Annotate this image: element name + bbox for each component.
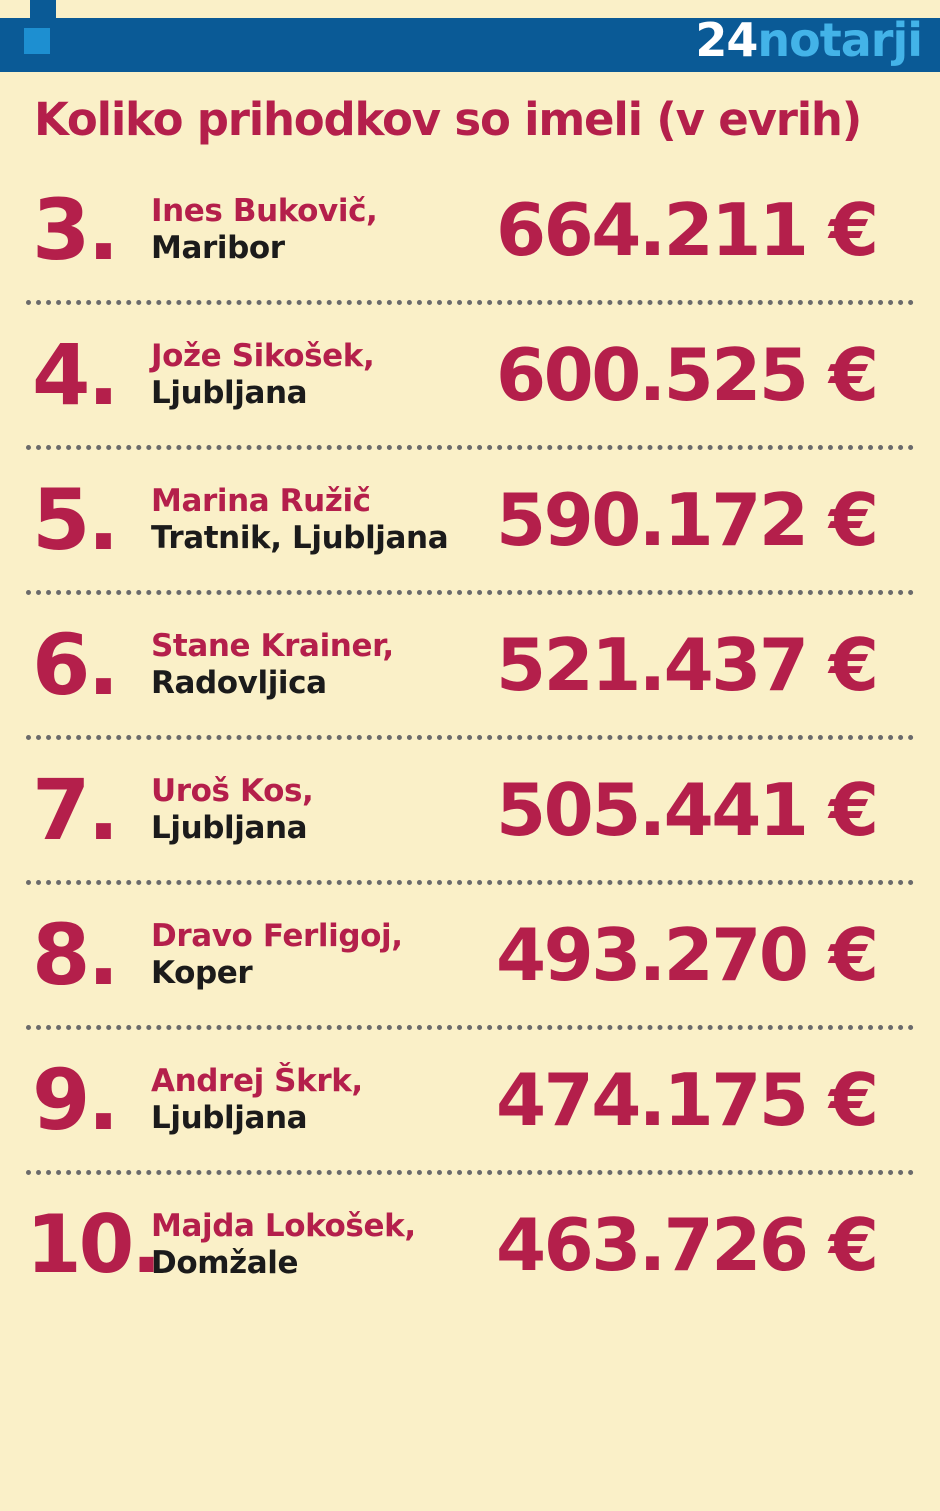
- person-name: Stane Krainer,: [151, 628, 394, 664]
- person-name: Majda Lokošek,: [151, 1208, 416, 1244]
- list-item: [26, 445, 914, 590]
- rank-number: 5.: [32, 471, 117, 569]
- rank-number: 4.: [32, 326, 117, 424]
- person-info: [151, 338, 496, 412]
- person-info: [151, 1208, 496, 1282]
- list-item: [26, 735, 914, 880]
- header-notch: [30, 0, 56, 18]
- person-city: Tratnik, Ljubljana: [151, 520, 449, 556]
- person-name: Jože Sikošek,: [151, 338, 375, 374]
- person-name: Andrej Škrk,: [151, 1063, 363, 1099]
- person-info: [151, 628, 496, 702]
- rank-number: 3.: [32, 181, 117, 279]
- rank-number: 9.: [32, 1051, 117, 1149]
- brand-logo: [695, 14, 922, 66]
- header-square-icon: [24, 28, 50, 54]
- revenue-amount: 474.175 €: [496, 1058, 877, 1142]
- revenue-amount: 600.525 €: [496, 333, 877, 417]
- person-info: [151, 918, 496, 992]
- ranking-list: [0, 160, 940, 1315]
- list-item: [26, 1025, 914, 1170]
- person-city: Domžale: [151, 1245, 299, 1281]
- person-city: Ljubljana: [151, 810, 308, 846]
- list-item: [26, 1170, 914, 1315]
- person-name: Dravo Ferligoj,: [151, 918, 403, 954]
- rank-number: 8.: [32, 906, 117, 1004]
- person-info: [151, 773, 496, 847]
- person-info: [151, 1063, 496, 1137]
- revenue-amount: 493.270 €: [496, 913, 877, 997]
- page-title: Koliko prihodkov so imeli (v evrih): [34, 93, 862, 146]
- rank-number: 10.: [26, 1198, 159, 1291]
- brand-logo-number: 24: [695, 13, 758, 67]
- list-item: [26, 590, 914, 735]
- list-item: [26, 160, 914, 300]
- revenue-amount: 590.172 €: [496, 478, 877, 562]
- rank-number: 7.: [32, 761, 117, 859]
- list-item: [26, 880, 914, 1025]
- header: [0, 0, 940, 72]
- revenue-amount: 463.726 €: [496, 1203, 877, 1287]
- person-city: Koper: [151, 955, 253, 991]
- person-city: Radovljica: [151, 665, 327, 701]
- revenue-amount: 521.437 €: [496, 623, 877, 707]
- rank-number: 6.: [32, 616, 117, 714]
- person-city: Maribor: [151, 230, 285, 266]
- person-name: Uroš Kos,: [151, 773, 314, 809]
- person-info: [151, 193, 496, 267]
- person-city: Ljubljana: [151, 1100, 308, 1136]
- list-item: [26, 300, 914, 445]
- person-info: [151, 483, 496, 557]
- person-name: Ines Bukovič,: [151, 193, 378, 229]
- revenue-amount: 505.441 €: [496, 768, 877, 852]
- revenue-amount: 664.211 €: [496, 188, 877, 272]
- person-name: Marina Ružič: [151, 483, 371, 519]
- brand-logo-word: notarji: [757, 13, 922, 67]
- person-city: Ljubljana: [151, 375, 308, 411]
